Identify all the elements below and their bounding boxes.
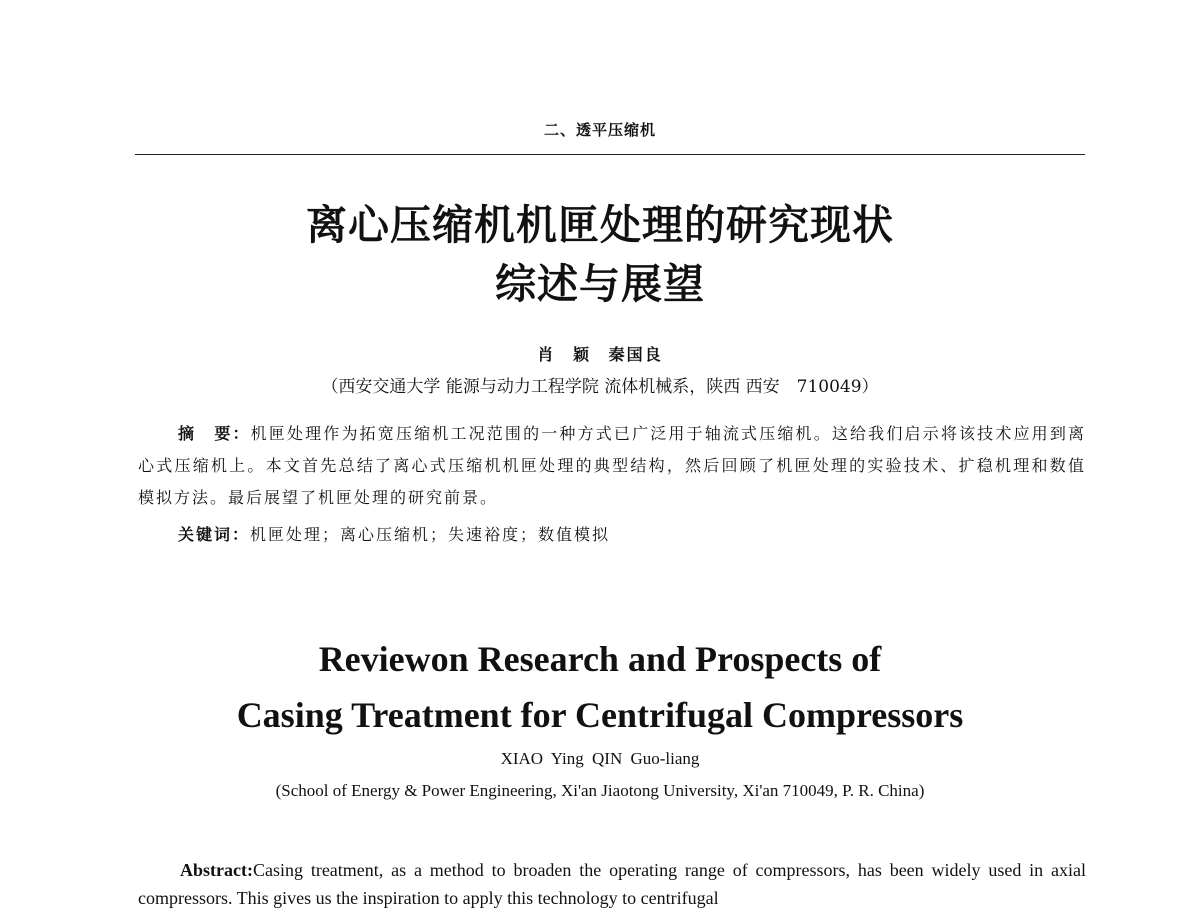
english-abstract-label: Abstract: [180,860,253,880]
chinese-title-line-2: 综述与展望 [495,260,705,308]
chinese-keywords [178,522,1078,545]
header-rule [135,154,1085,155]
chinese-title-line-1: 离心压缩机机匣处理的研究现状 [306,201,894,249]
english-abstract-text: Casing treatment, as a method to broaden the operating range of compressors, has been widely used in axial compressors. This gives us the inspiration to apply this technology to centrifugal [138,860,1086,908]
english-title-line-2: Casing Treatment for Centrifugal Compressors [236,695,964,735]
chinese-affiliation: （西安交通大学 能源与动力工程学院 流体机械系，陕西 西安 710049） [321,377,879,397]
chinese-keywords-label: 关键词： [178,525,251,544]
chinese-abstract-label: 摘 要： [178,424,251,443]
chinese-abstract-text: 机匣处理作为拓宽压缩机工况范围的一种方式已广泛用于轴流式压缩机。这给我们启示将该技术应用到离心式压缩机上。本文首先总结了离心式压缩机机匣处理的典型结构，然后回顾了机匣处理的实验技术、扩稳机理和数值模拟方法。最后展望了机匣处理的研究前景。 [138,424,1086,507]
english-authors: XIAO Ying QIN Guo-liang [500,749,700,768]
english-title-line-1: Reviewon Research and Prospects of [318,639,882,679]
chinese-authors: 肖 颖 秦国良 [537,345,663,364]
chinese-abstract [138,418,1086,514]
chinese-keywords-text: 机匣处理；离心压缩机；失速裕度；数值模拟 [250,525,611,544]
section-header: 二、透平压缩机 [543,121,656,139]
english-affiliation: (School of Energy & Power Engineering, Xi'an Jiaotong University, Xi'an 710049, P. R. China) [275,781,925,800]
